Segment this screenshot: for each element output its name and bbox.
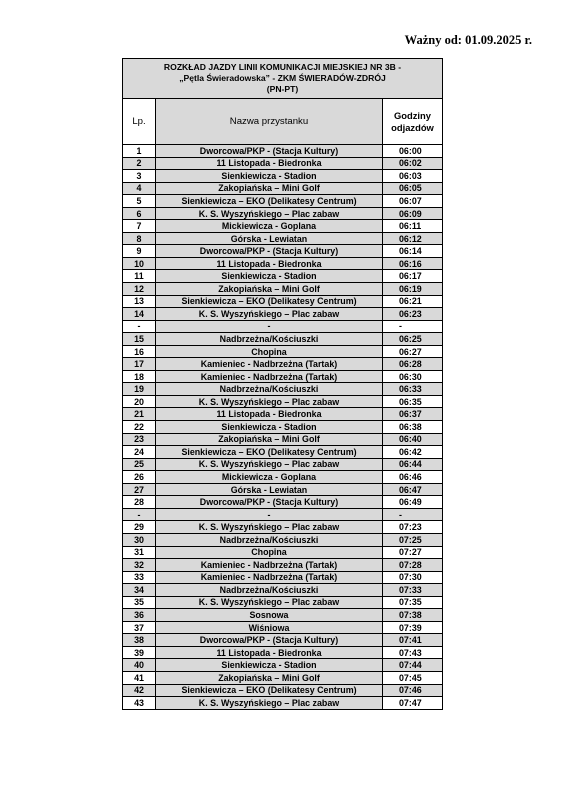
table-row	[123, 182, 443, 195]
row-lp: -	[123, 508, 156, 521]
row-departure-time: 06:21	[383, 295, 443, 308]
table-row	[123, 170, 443, 183]
table-row	[123, 421, 443, 434]
row-stop-name: Dworcowa/PKP - (Stacja Kultury)	[156, 245, 383, 258]
table-row	[123, 308, 443, 321]
row-lp: 15	[123, 333, 156, 346]
row-departure-time: -	[383, 508, 443, 521]
table-row	[123, 157, 443, 170]
row-stop-name: Dworcowa/PKP - (Stacja Kultury)	[156, 145, 383, 158]
row-departure-time: 06:28	[383, 358, 443, 371]
row-stop-name: Sienkiewicza - Stadion	[156, 659, 383, 672]
row-stop-name: Sienkiewicza – EKO (Delikatesy Centrum)	[156, 195, 383, 208]
timetable-body	[123, 145, 443, 710]
table-row	[123, 283, 443, 296]
title-line-1: ROZKŁAD JAZDY LINII KOMUNIKACJI MIEJSKIEJ NR 3B -	[163, 62, 402, 72]
table-row	[123, 370, 443, 383]
table-row	[123, 220, 443, 233]
row-departure-time: 07:39	[383, 621, 443, 634]
row-departure-time: 06:11	[383, 220, 443, 233]
table-row	[123, 671, 443, 684]
row-lp: 35	[123, 596, 156, 609]
row-lp: 14	[123, 308, 156, 321]
row-departure-time: 07:28	[383, 559, 443, 572]
row-stop-name: Sienkiewicza – EKO (Delikatesy Centrum)	[156, 295, 383, 308]
table-row	[123, 684, 443, 697]
table-row	[123, 232, 443, 245]
row-stop-name: Nadbrzeżna/Kościuszki	[156, 584, 383, 597]
row-lp: 1	[123, 145, 156, 158]
row-stop-name: 11 Listopada - Biedronka	[156, 408, 383, 421]
row-stop-name: K. S. Wyszyńskiego – Plac zabaw	[156, 207, 383, 220]
row-stop-name: Chopina	[156, 345, 383, 358]
table-row	[123, 383, 443, 396]
row-lp: 31	[123, 546, 156, 559]
row-lp: 7	[123, 220, 156, 233]
table-row	[123, 546, 443, 559]
row-departure-time: 06:46	[383, 471, 443, 484]
table-row	[123, 559, 443, 572]
table-row	[123, 333, 443, 346]
row-stop-name: Wiśniowa	[156, 621, 383, 634]
row-departure-time: 07:47	[383, 697, 443, 710]
row-stop-name: Mickiewicza - Goplana	[156, 471, 383, 484]
title-line-2: „Pętla Świeradowska” - ZKM ŚWIERADÓW-ZDRÓJ	[179, 73, 386, 83]
table-row	[123, 320, 443, 333]
header-departure-times	[383, 99, 443, 145]
row-departure-time: 07:27	[383, 546, 443, 559]
table-row	[123, 571, 443, 584]
row-lp: 9	[123, 245, 156, 258]
row-stop-name: Dworcowa/PKP - (Stacja Kultury)	[156, 634, 383, 647]
row-lp: 22	[123, 421, 156, 434]
table-row	[123, 345, 443, 358]
row-departure-time: 07:35	[383, 596, 443, 609]
row-departure-time: 06:02	[383, 157, 443, 170]
row-stop-name: Zakopiańska – Mini Golf	[156, 182, 383, 195]
row-stop-name: -	[156, 508, 383, 521]
row-stop-name: Sienkiewicza - Stadion	[156, 270, 383, 283]
row-stop-name: Zakopiańska – Mini Golf	[156, 433, 383, 446]
row-lp: 18	[123, 370, 156, 383]
table-row	[123, 195, 443, 208]
row-lp: 2	[123, 157, 156, 170]
row-lp: 12	[123, 283, 156, 296]
row-stop-name: Górska - Lewiatan	[156, 483, 383, 496]
table-row	[123, 446, 443, 459]
row-stop-name: Zakopiańska – Mini Golf	[156, 283, 383, 296]
row-departure-time: 06:07	[383, 195, 443, 208]
row-stop-name: Dworcowa/PKP - (Stacja Kultury)	[156, 496, 383, 509]
row-lp: 10	[123, 257, 156, 270]
table-row	[123, 408, 443, 421]
row-departure-time: 06:14	[383, 245, 443, 258]
table-row	[123, 659, 443, 672]
row-lp: 42	[123, 684, 156, 697]
row-departure-time: 06:35	[383, 395, 443, 408]
row-lp: 40	[123, 659, 156, 672]
header-time-line-1: Godziny	[394, 109, 431, 121]
table-row	[123, 270, 443, 283]
row-departure-time: 06:16	[383, 257, 443, 270]
row-departure-time: 06:33	[383, 383, 443, 396]
row-stop-name: Kamieniec - Nadbrzeżna (Tartak)	[156, 571, 383, 584]
row-stop-name: Zakopiańska – Mini Golf	[156, 671, 383, 684]
row-departure-time: 06:44	[383, 458, 443, 471]
row-stop-name: -	[156, 320, 383, 333]
table-row	[123, 145, 443, 158]
row-stop-name: K. S. Wyszyńskiego – Plac zabaw	[156, 308, 383, 321]
row-stop-name: Sienkiewicza - Stadion	[156, 421, 383, 434]
row-stop-name: Kamieniec - Nadbrzeżna (Tartak)	[156, 358, 383, 371]
row-departure-time: 06:47	[383, 483, 443, 496]
table-row	[123, 295, 443, 308]
row-lp: 27	[123, 483, 156, 496]
row-departure-time: 07:23	[383, 521, 443, 534]
row-lp: -	[123, 320, 156, 333]
row-stop-name: Nadbrzeżna/Kościuszki	[156, 533, 383, 546]
row-departure-time: 06:25	[383, 333, 443, 346]
row-lp: 19	[123, 383, 156, 396]
row-departure-time: 06:40	[383, 433, 443, 446]
row-departure-time: -	[383, 320, 443, 333]
row-lp: 21	[123, 408, 156, 421]
row-departure-time: 07:43	[383, 646, 443, 659]
row-lp: 39	[123, 646, 156, 659]
row-lp: 33	[123, 571, 156, 584]
table-row	[123, 245, 443, 258]
table-row	[123, 458, 443, 471]
row-departure-time: 07:45	[383, 671, 443, 684]
row-lp: 26	[123, 471, 156, 484]
row-stop-name: K. S. Wyszyńskiego – Plac zabaw	[156, 596, 383, 609]
row-lp: 3	[123, 170, 156, 183]
row-lp: 6	[123, 207, 156, 220]
row-departure-time: 06:00	[383, 145, 443, 158]
row-departure-time: 06:12	[383, 232, 443, 245]
row-departure-time: 07:33	[383, 584, 443, 597]
table-row	[123, 207, 443, 220]
row-departure-time: 07:38	[383, 609, 443, 622]
row-lp: 37	[123, 621, 156, 634]
row-stop-name: 11 Listopada - Biedronka	[156, 646, 383, 659]
row-stop-name: K. S. Wyszyńskiego – Plac zabaw	[156, 458, 383, 471]
row-departure-time: 07:25	[383, 533, 443, 546]
timetable	[122, 58, 443, 710]
row-departure-time: 06:17	[383, 270, 443, 283]
table-row	[123, 471, 443, 484]
row-stop-name: 11 Listopada - Biedronka	[156, 157, 383, 170]
row-stop-name: Nadbrzeżna/Kościuszki	[156, 383, 383, 396]
row-stop-name: Mickiewicza - Goplana	[156, 220, 383, 233]
row-stop-name: Kamieniec - Nadbrzeżna (Tartak)	[156, 370, 383, 383]
row-lp: 43	[123, 697, 156, 710]
table-row	[123, 584, 443, 597]
table-row	[123, 496, 443, 509]
table-row	[123, 257, 443, 270]
row-lp: 24	[123, 446, 156, 459]
row-lp: 41	[123, 671, 156, 684]
row-departure-time: 07:30	[383, 571, 443, 584]
row-departure-time: 06:05	[383, 182, 443, 195]
row-departure-time: 06:49	[383, 496, 443, 509]
row-stop-name: Sienkiewicza - Stadion	[156, 170, 383, 183]
valid-from-label: Ważny od: 01.09.2025 r.	[404, 33, 532, 47]
row-stop-name: Sienkiewicza – EKO (Delikatesy Centrum)	[156, 684, 383, 697]
table-row	[123, 621, 443, 634]
row-departure-time: 06:38	[383, 421, 443, 434]
row-lp: 13	[123, 295, 156, 308]
table-row	[123, 634, 443, 647]
table-row	[123, 508, 443, 521]
row-departure-time: 06:19	[383, 283, 443, 296]
row-lp: 5	[123, 195, 156, 208]
table-row	[123, 609, 443, 622]
row-lp: 28	[123, 496, 156, 509]
header-stop-name: Nazwa przystanku	[156, 99, 383, 145]
row-lp: 25	[123, 458, 156, 471]
row-lp: 30	[123, 533, 156, 546]
row-lp: 17	[123, 358, 156, 371]
row-departure-time: 07:46	[383, 684, 443, 697]
table-row	[123, 395, 443, 408]
header-lp: Lp.	[123, 99, 156, 145]
row-stop-name: 11 Listopada - Biedronka	[156, 257, 383, 270]
row-departure-time: 07:44	[383, 659, 443, 672]
row-lp: 20	[123, 395, 156, 408]
row-stop-name: Sienkiewicza – EKO (Delikatesy Centrum)	[156, 446, 383, 459]
title-line-3: (PN-PT)	[266, 84, 299, 94]
row-stop-name: K. S. Wyszyńskiego – Plac zabaw	[156, 521, 383, 534]
row-lp: 8	[123, 232, 156, 245]
table-row	[123, 433, 443, 446]
table-row	[123, 646, 443, 659]
row-lp: 4	[123, 182, 156, 195]
table-row	[123, 521, 443, 534]
row-stop-name: Chopina	[156, 546, 383, 559]
row-stop-name: Kamieniec - Nadbrzeżna (Tartak)	[156, 559, 383, 572]
row-stop-name: Górska - Lewiatan	[156, 232, 383, 245]
timetable-title	[123, 59, 443, 99]
table-row	[123, 596, 443, 609]
row-departure-time: 06:03	[383, 170, 443, 183]
row-departure-time: 06:09	[383, 207, 443, 220]
row-departure-time: 06:30	[383, 370, 443, 383]
row-departure-time: 06:27	[383, 345, 443, 358]
table-row	[123, 358, 443, 371]
row-stop-name: K. S. Wyszyńskiego – Plac zabaw	[156, 697, 383, 710]
row-lp: 29	[123, 521, 156, 534]
row-lp: 11	[123, 270, 156, 283]
row-departure-time: 06:42	[383, 446, 443, 459]
row-departure-time: 07:41	[383, 634, 443, 647]
row-departure-time: 06:23	[383, 308, 443, 321]
row-departure-time: 06:37	[383, 408, 443, 421]
table-row	[123, 483, 443, 496]
row-stop-name: Sosnowa	[156, 609, 383, 622]
row-stop-name: K. S. Wyszyńskiego – Plac zabaw	[156, 395, 383, 408]
row-lp: 34	[123, 584, 156, 597]
table-row	[123, 697, 443, 710]
row-lp: 36	[123, 609, 156, 622]
row-lp: 23	[123, 433, 156, 446]
table-row	[123, 533, 443, 546]
row-lp: 16	[123, 345, 156, 358]
header-time-line-2: odjazdów	[391, 121, 434, 133]
row-lp: 38	[123, 634, 156, 647]
row-lp: 32	[123, 559, 156, 572]
row-stop-name: Nadbrzeżna/Kościuszki	[156, 333, 383, 346]
